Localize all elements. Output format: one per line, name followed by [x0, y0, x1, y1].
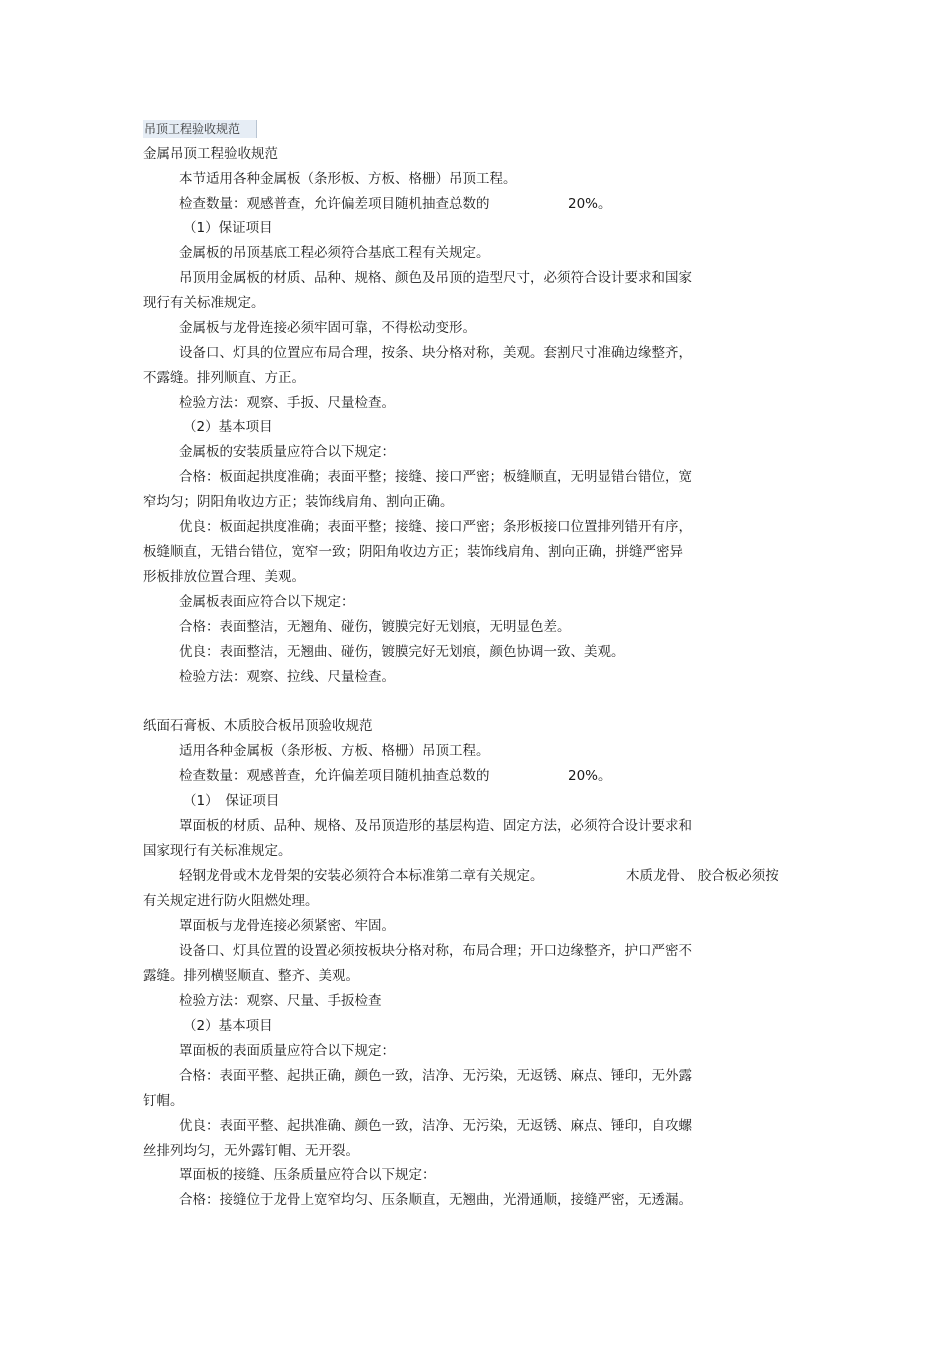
subheading-basic-items: （2）基本项目 — [183, 419, 273, 435]
paragraph: 本节适用各种金属板（条形板、方板、格栅）吊顶工程。 — [179, 171, 517, 187]
paragraph: 设备口、灯具的位置应布局合理，按条、块分格对称，美观。套割尺寸准确边缘整齐， — [179, 345, 692, 361]
paragraph: 合格：表面整洁，无翘角、碰伤，镀膜完好无划痕，无明显色差。 — [179, 619, 571, 635]
paragraph: 合格：表面平整、起拱正确，颜色一致，洁净、无污染，无返锈、麻点、锤印，无外露 — [179, 1068, 692, 1084]
paragraph-continuation: 不露缝。排列顺直、方正。 — [143, 370, 305, 386]
paragraph-continuation: 形板排放位置合理、美观。 — [143, 569, 305, 585]
paragraph: 吊顶用金属板的材质、品种、规格、颜色及吊顶的造型尺寸，必须符合设计要求和国家 — [179, 270, 692, 286]
subheading-guarantee-items: （1） 保证项目 — [183, 793, 280, 809]
paragraph: 金属板表面应符合以下规定： — [179, 594, 355, 610]
paragraph: 金属板的安装质量应符合以下规定： — [179, 444, 395, 460]
paragraph: 检验方法：观察、尺量、手扳检查 — [179, 993, 382, 1009]
paragraph: 检查数量：观感普查，允许偏差项目随机抽查总数的 — [179, 768, 490, 784]
paragraph: 罩面板的材质、品种、规格、及吊顶造形的基层构造、固定方法，必须符合设计要求和 — [179, 818, 692, 834]
paragraph: 优良：表面整洁，无翘曲、碰伤，镀膜完好无划痕，颜色协调一致、美观。 — [179, 644, 625, 660]
paragraph-continuation: 板缝顺直，无错台错位，宽窄一致；阴阳角收边方正；装饰线肩角、割向正确，拼缝严密异 — [143, 544, 683, 560]
subheading-basic-items: （2）基本项目 — [183, 1018, 273, 1034]
paragraph: 合格：板面起拱度准确；表面平整；接缝、接口严密；板缝顺直，无明显错台错位，宽 — [179, 469, 692, 485]
paragraph: 金属板的吊顶基底工程必须符合基底工程有关规定。 — [179, 245, 490, 261]
paragraph: 检验方法：观察、手扳、尺量检查。 — [179, 395, 395, 411]
paragraph: 检验方法：观察、拉线、尺量检查。 — [179, 669, 395, 685]
paragraph-continuation: 丝排列均匀，无外露钉帽、无开裂。 — [143, 1143, 359, 1159]
paragraph-continuation: 有关规定进行防火阻燃处理。 — [143, 893, 319, 909]
paragraph: 设备口、灯具位置的设置必须按板块分格对称，布局合理；开口边缘整齐，护口严密不 — [179, 943, 692, 959]
paragraph-continuation: 钉帽。 — [143, 1093, 184, 1109]
paragraph: 罩面板的接缝、压条质量应符合以下规定： — [179, 1167, 436, 1183]
percentage-value: 20%。 — [568, 196, 612, 212]
paragraph: 优良：表面平整、起拱准确、颜色一致，洁净、无污染，无返锈、麻点、锤印，自攻螺 — [179, 1118, 692, 1134]
section-title-gypsum-plywood-ceiling: 纸面石膏板、木质胶合板吊顶验收规范 — [143, 718, 373, 734]
paragraph: 罩面板与龙骨连接必须紧密、牢固。 — [179, 918, 395, 934]
paragraph-continuation: 露缝。排列横竖顺直、整齐、美观。 — [143, 968, 359, 984]
paragraph: 合格：接缝位于龙骨上宽窄均匀、压条顺直，无翘曲，光滑通顺，接缝严密，无透漏。 — [179, 1192, 692, 1208]
paragraph: 罩面板的表面质量应符合以下规定： — [179, 1043, 395, 1059]
subheading-guarantee-items: （1）保证项目 — [183, 220, 273, 236]
paragraph: 金属板与龙骨连接必须牢固可靠，不得松动变形。 — [179, 320, 476, 336]
paragraph: 检查数量：观感普查，允许偏差项目随机抽查总数的 — [179, 196, 490, 212]
paragraph: 轻钢龙骨或木龙骨架的安装必须符合本标准第二章有关规定。 — [179, 868, 544, 884]
paragraph-continuation: 现行有关标准规定。 — [143, 295, 265, 311]
paragraph: 适用各种金属板（条形板、方板、格栅）吊顶工程。 — [179, 743, 490, 759]
paragraph: 优良：板面起拱度准确；表面平整；接缝、接口严密；条形板接口位置排列错开有序， — [179, 519, 692, 535]
paragraph-continuation: 窄均匀；阴阳角收边方正；装饰线肩角、割向正确。 — [143, 494, 454, 510]
section-title-metal-ceiling: 金属吊顶工程验收规范 — [143, 146, 278, 162]
percentage-value: 20%。 — [568, 768, 612, 784]
document-tab-label[interactable]: 吊顶工程验收规范 — [143, 120, 257, 138]
paragraph-tail: 木质龙骨、 胶合板必须按 — [626, 868, 779, 884]
paragraph-continuation: 国家现行有关标准规定。 — [143, 843, 292, 859]
